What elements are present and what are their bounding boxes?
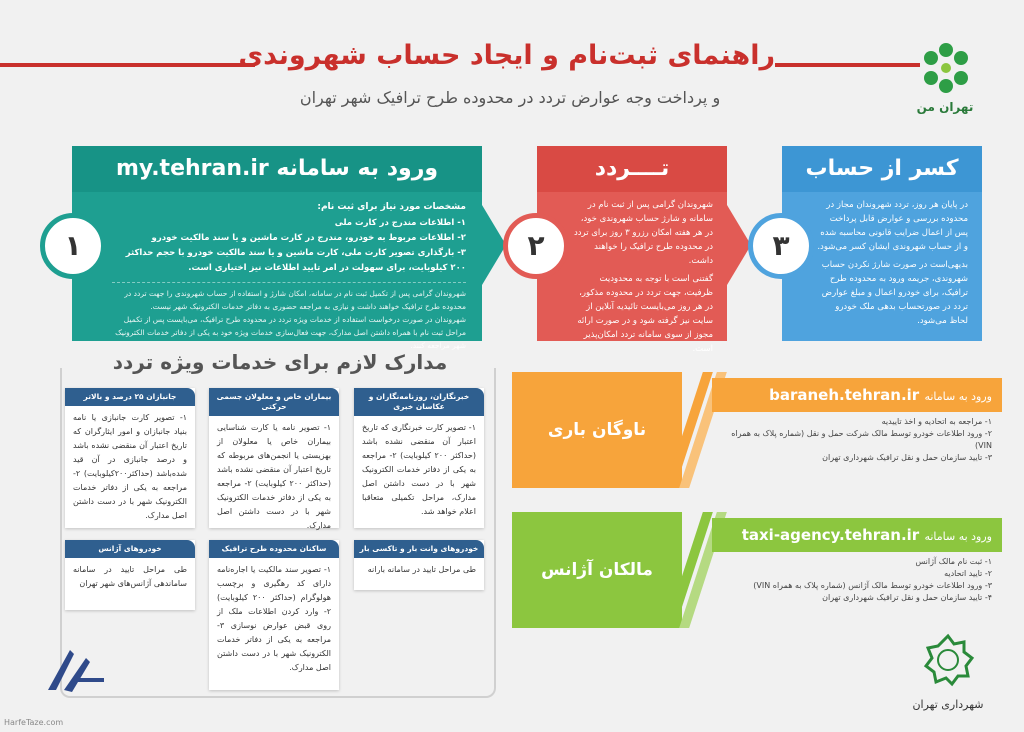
- step1-note: شهروندان گرامی پس از تکمیل ثبت نام در سامانه، امکان شارژ و استفاده از حساب شهروندی را جهت تردد در محدوده طرح ترافیک خواهند داشت و نیازی به مراجعه حضوری به دفاتر خدمات الکترونیک شهر نیست.: [124, 289, 466, 311]
- doc-card-head: جانبازان ۲۵ درصد و بالاتر: [65, 388, 195, 406]
- step1-reqs-title: مشخصات مورد نیاز برای ثبت نام:: [317, 202, 466, 212]
- taxi-prefix: ورود به سامانه: [924, 530, 992, 543]
- taxi-band: [512, 512, 1002, 628]
- baraneh-step: ۳- تایید سازمان حمل و نقل ترافیک شهرداری تهران: [822, 453, 992, 462]
- doc-card-body: ۱- تصویر نامه یا کارت شناسایی بیماران خاص یا معلولان از بهزیستی یا انجمن‌های مربوطه که تاریخ اعتبار آن منقضی نشده باشد (حداکثر ۲۰۰ کیلوبایت) ۲- مراجعه به یکی از دفاتر خدمات الکترونیک شهر با در دست داشتن اصل مدارک.: [217, 423, 331, 530]
- municipality-name: شهرداری تهران: [912, 698, 984, 711]
- doc-card-body: ۱- تصویر کارت جانبازی یا نامه بنیاد جانبازان و امور ایثارگران که تاریخ اعتبار آن منقضی نشده باشد و درصد جانبازی در آن قید شده‌باشد (حداکثر۲۰۰کیلوبایت) ۲- مراجعه به یکی از دفاتر خدمات الکترونیک شهر با در دست داشتن اصل مدارک.: [73, 413, 187, 520]
- page-title: راهنمای ثبت‌نام و ایجاد حساب شهروندی: [238, 40, 775, 71]
- doc-card-head: ساکنان محدوده طرح ترافیک: [209, 540, 339, 558]
- step2-para: شهروندان گرامی پس از ثبت نام در سامانه و شارژ حساب شهروندی خود، در هر هفته امکان رزرو ۳ روز برای تردد در محدوده طرح ترافیک را خواهند داشت.: [573, 200, 713, 266]
- doc-card-body: طی مراحل تایید در سامانه بارانه: [367, 565, 476, 574]
- title-line-right: [775, 63, 920, 67]
- baraneh-prefix: ورود به سامانه: [924, 390, 992, 403]
- baraneh-steps: [712, 416, 1002, 464]
- step3-title: کسر از حساب: [782, 146, 982, 192]
- taxi-label: مالکان آژانس: [512, 512, 682, 628]
- doc-card-body: ۱- تصویر کارت خبرنگاری که تاریخ اعتبار آن منقضی نشده باشد (حداکثر ۲۰۰ کیلوبایت) ۲- مراجعه به یکی از دفاتر خدمات الکترونیک شهر با در دست داشتن اصل مدارک، مراحل تکمیلی متعاقبا اعلام خواهد شد.: [362, 423, 476, 516]
- taxi-steps: [712, 556, 1002, 604]
- step1-reqs-list: [112, 216, 466, 276]
- baraneh-band: [512, 372, 1002, 488]
- doc-card-residents: [209, 540, 339, 690]
- doc-card-patients: [209, 388, 339, 528]
- doc-card-head: خودروهای وانت بار و تاکسی بار: [354, 540, 484, 558]
- taxi-head: [712, 518, 1002, 552]
- step1-req: ۱- اطلاعات مندرج در کارت ملی: [334, 218, 466, 228]
- step1-req: ۲- اطلاعات مربوط به خودرو، مندرج در کارت ماشین و یا سند مالکیت خودرو: [151, 233, 466, 243]
- title-line-left: [0, 63, 255, 67]
- logo-text: تهران من: [916, 100, 974, 114]
- step2-number: ۲: [503, 213, 569, 279]
- doc-card-head: خبرنگاران، روزنامه‌نگاران و عکاسان خبری: [354, 388, 484, 416]
- baraneh-site-link[interactable]: baraneh.tehran.ir: [769, 386, 920, 404]
- doc-card-body: ۱- تصویر سند مالکیت یا اجاره‌نامه دارای کد رهگیری و برچسب هولوگرام (حداکثر ۲۰۰ کیلوبایت) ۲- وارد کردن اطلاعات ملک از روی قبض عوارض نوسازی ۳- مراجعه به یکی از دفاتر خدمات الکترونیک شهر با در دست داشتن اصل مدارک.: [217, 565, 332, 672]
- step3-number: ۳: [748, 213, 814, 279]
- step1-panel: [72, 146, 482, 350]
- taxi-step: ۲- تایید اتحادیه: [944, 569, 992, 578]
- doc-card-trucks: [354, 540, 484, 590]
- step1-req: ۳- بارگذاری تصویر کارت ملی، کارت ماشین و یا سند مالکیت خودرو با حجم حداکثر: [125, 248, 466, 258]
- tehran-mag-logo-icon: [40, 640, 110, 700]
- doc-card-journalists: [354, 388, 484, 528]
- step1-req: ۲۰۰ کیلوبایت، برای سهولت در امر تایید اطلاعات نیز اختیاری است.: [188, 263, 466, 273]
- baraneh-step: ۱- مراجعه به اتحادیه و اخذ تاییدیه: [881, 417, 992, 426]
- step1-note: شهروندان در صورت درخواست استفاده از خدمات ویژه تردد در محدوده طرح ترافیک، می‌بایست پس از تکمیل مراحل ثبت نام با همراه داشتن اصل مدارک، جهت فعال‌سازی خدمات ویژه خود به یکی از دفاتر خدمات الکترونیک شهر مراجعه کنند.: [115, 315, 466, 350]
- doc-card-head: خودروهای آژانس: [65, 540, 195, 558]
- tehran-man-logo-icon: [918, 40, 974, 96]
- step1-title: ورود به سامانه my.tehran.ir: [72, 146, 482, 192]
- step2-title: تــــردد: [537, 146, 727, 192]
- step3-para: بدیهی‌است در صورت شارژ نکردن حساب شهروندی، جریمه ورود به محدوده طرح ترافیک، برای خودرو اعمال و مبلغ عوارض تردد در صورتحساب بدهی ملک خودرو لحاظ می‌شود.: [821, 260, 968, 326]
- doc-card-body: طی مراحل تایید در سامانه ساماندهی آژانس‌های شهر تهران: [73, 565, 187, 588]
- taxi-site-link[interactable]: taxi-agency.tehran.ir: [741, 526, 920, 544]
- watermark: HarfeTaze.com: [4, 718, 64, 727]
- doc-card-agency: [65, 540, 195, 610]
- taxi-step: ۴- تایید سازمان حمل و نقل ترافیک شهرداری تهران: [822, 593, 992, 602]
- step3-para: در پایان هر روز، تردد شهروندان مجاز در محدوده بررسی و عوارض قابل پرداخت پس از اعمال ضرایب قانونی محاسبه شده و از حساب شهروندی ایشان کسر می‌شود.: [817, 200, 968, 252]
- baraneh-head: [712, 378, 1002, 412]
- taxi-step: ۳- ورود اطلاعات خودرو توسط مالک آژانس (شماره پلاک به همراه VIN): [753, 581, 992, 590]
- municipality-logo-icon: [920, 632, 976, 688]
- step2-para: گفتنی است با توجه به محدودیت ظرفیت، جهت تردد در محدوده مذکور، در هر روز می‌بایست تائیدیه آنلاین از سایت نیز گرفته شود و در صورت ارائه مجوز از سوی سامانه تردد امکان‌پذیر است.: [577, 274, 713, 354]
- baraneh-step: ۲- ورود اطلاعات خودرو توسط مالک شرکت حمل و نقل (شماره پلاک به همراه VIN): [731, 429, 992, 450]
- step1-number: ۱: [40, 213, 106, 279]
- baraneh-label: ناوگان باری: [512, 372, 682, 488]
- taxi-step: ۱- ثبت نام مالک آژانس: [915, 557, 992, 566]
- page-subtitle: و پرداخت وجه عوارض تردد در محدوده طرح ترافیک شهر تهران: [299, 88, 721, 107]
- doc-card-head: بیماران خاص و معلولان جسمی حرکتی: [209, 388, 339, 416]
- doc-card-veterans: [65, 388, 195, 528]
- docs-title: مدارک لازم برای خدمات ویژه تردد: [110, 350, 450, 374]
